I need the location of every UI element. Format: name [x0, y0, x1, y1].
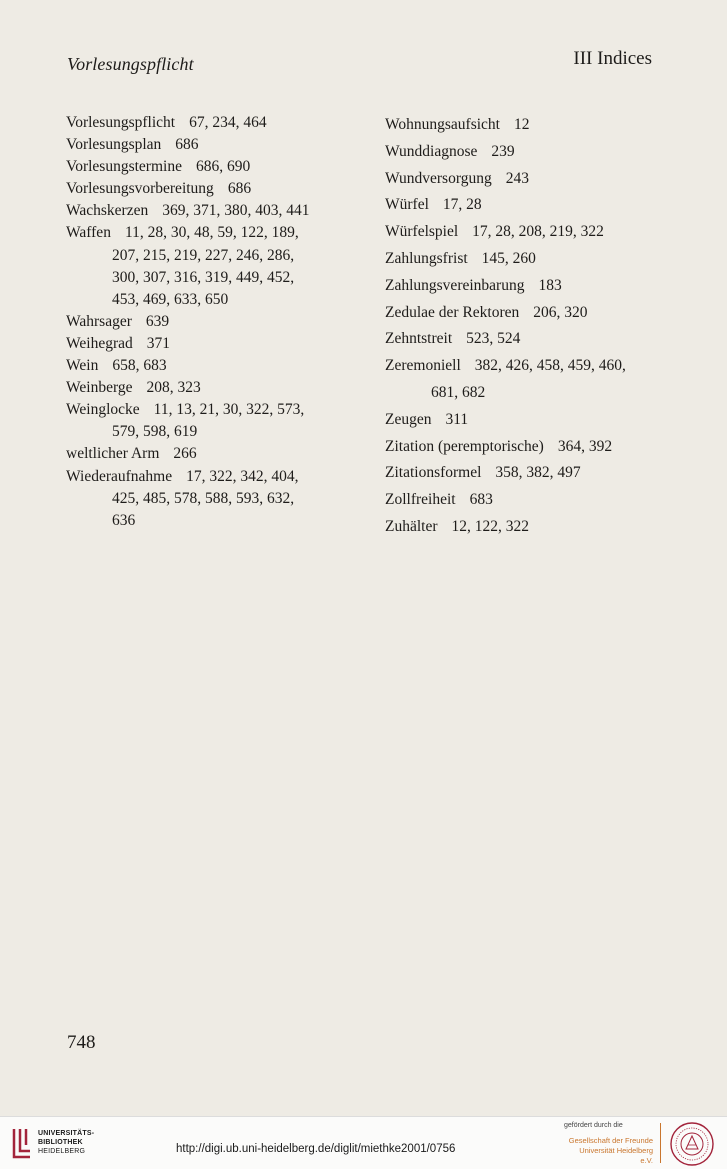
index-term: Würfel — [385, 196, 429, 214]
library-name — [38, 1129, 94, 1156]
digitization-footer — [0, 1116, 727, 1169]
index-pages-continued: 207, 215, 219, 227, 246, 286, — [112, 246, 295, 264]
index-pages: 686 — [227, 180, 252, 198]
index-pages-continued: 300, 307, 316, 319, 449, 452, — [112, 268, 295, 286]
index-term: Vorlesungspflicht — [66, 114, 176, 131]
index-entry — [385, 246, 685, 273]
index-pages: 686 — [175, 136, 199, 154]
index-term: weltlicher Arm — [66, 445, 160, 463]
index-pages: 369, 371, 380, 403, 441 — [162, 202, 310, 220]
index-term: Weinberge — [66, 379, 133, 397]
index-term: Wahrsager — [66, 312, 132, 330]
library-line-3: HEIDELBERG — [38, 1148, 86, 1155]
university-seal-icon — [669, 1121, 715, 1167]
index-term: Würfelspiel — [385, 223, 459, 241]
index-entry — [385, 166, 685, 193]
society-line-2: Universität Heidelberg e.V. — [579, 1146, 653, 1165]
index-term: Vorlesungstermine — [66, 158, 182, 176]
index-pages: 17, 28 — [442, 196, 482, 214]
index-pages: 12, 122, 322 — [451, 517, 530, 535]
index-entry — [66, 178, 366, 200]
index-term: Zeremoniell — [385, 357, 461, 375]
index-entry — [66, 222, 366, 310]
index-pages-continued: 681, 682 — [431, 383, 486, 401]
index-entry — [385, 112, 685, 139]
index-term: Wundversorgung — [385, 169, 492, 187]
index-term: Wein — [66, 357, 99, 375]
index-entry — [385, 300, 685, 327]
index-term: Zitationsformel — [385, 464, 482, 482]
index-term: Zahlungsvereinbarung — [385, 276, 525, 294]
footer-divider — [660, 1123, 661, 1163]
index-entry — [66, 466, 366, 532]
running-head-left: Vorlesungspflicht — [67, 54, 194, 74]
society-line-1: Gesellschaft der Freunde — [568, 1136, 653, 1145]
index-term: Vorlesungsplan — [66, 136, 162, 154]
index-pages: 183 — [538, 276, 562, 294]
index-term: Wachskerzen — [66, 202, 149, 220]
index-pages: 639 — [145, 312, 170, 330]
index-term: Zehntstreit — [385, 330, 453, 348]
page-number: 748 — [67, 1032, 96, 1053]
index-entry — [66, 333, 366, 355]
index-entry — [385, 434, 685, 461]
index-column-left — [66, 112, 366, 532]
index-term: Wiederaufnahme — [66, 467, 173, 485]
index-entry — [66, 311, 366, 333]
index-pages: 371 — [146, 334, 170, 352]
index-entry — [385, 487, 685, 514]
index-pages: 12 — [514, 116, 530, 133]
index-entry — [385, 273, 685, 300]
index-term: Vorlesungsvorbereitung — [66, 180, 214, 198]
index-term: Wunddiagnose — [385, 142, 478, 160]
index-term: Weihegrad — [66, 334, 133, 352]
index-entry — [66, 355, 366, 377]
index-pages: 358, 382, 497 — [495, 464, 581, 482]
index-entry — [66, 399, 366, 443]
index-pages: 17, 28, 208, 219, 322 — [472, 223, 604, 241]
index-entry — [385, 219, 685, 246]
index-term: Zuhälter — [385, 517, 438, 535]
index-entry — [385, 460, 685, 487]
library-line-2: BIBLIOTHEK — [38, 1139, 83, 1146]
index-entry — [385, 326, 685, 353]
index-pages: 266 — [173, 445, 197, 463]
index-pages-continued: 579, 598, 619 — [112, 423, 198, 441]
index-pages: 17, 322, 342, 404, — [186, 467, 299, 485]
index-term: Zeugen — [385, 410, 432, 428]
index-entry — [66, 443, 366, 465]
running-head-right: III Indices — [573, 48, 652, 69]
index-term: Wohnungsaufsicht — [385, 116, 500, 133]
index-entry — [385, 514, 685, 541]
index-entry — [66, 156, 366, 178]
index-pages: 11, 28, 30, 48, 59, 122, 189, — [124, 224, 299, 242]
ub-heidelberg-logo-icon — [10, 1127, 34, 1159]
index-pages: 206, 320 — [533, 303, 588, 321]
index-pages: 523, 524 — [466, 330, 521, 348]
index-pages: 239 — [491, 142, 515, 160]
index-pages: 11, 13, 21, 30, 322, 573, — [153, 401, 305, 419]
index-term: Weinglocke — [66, 401, 140, 419]
index-pages: 208, 323 — [146, 379, 201, 397]
index-entry — [385, 353, 685, 407]
index-pages-continued: 636 — [112, 511, 136, 529]
index-pages: 382, 426, 458, 459, 460, — [474, 357, 626, 375]
index-pages: 243 — [505, 169, 529, 187]
index-term: Zitation (peremptorische) — [385, 437, 544, 455]
index-term: Zedulae der Rektoren — [385, 303, 520, 321]
funded-by-label: gefördert durch die — [564, 1122, 623, 1129]
index-term: Zahlungsfrist — [385, 249, 468, 267]
index-column-right — [385, 112, 685, 541]
library-line-1: UNIVERSITÄTS- — [38, 1130, 95, 1137]
index-entry — [385, 407, 685, 434]
index-entry — [66, 200, 366, 222]
permalink-url[interactable]: http://digi.ub.uni-heidelberg.de/diglit/miethke2001/0756 — [176, 1143, 456, 1155]
society-name — [565, 1136, 653, 1166]
index-term: Zollfreiheit — [385, 491, 456, 509]
index-pages: 67, 234, 464 — [189, 114, 267, 131]
index-entry — [66, 377, 366, 399]
index-entry — [385, 139, 685, 166]
index-pages: 658, 683 — [112, 357, 167, 375]
index-pages: 683 — [469, 491, 493, 509]
index-pages: 145, 260 — [481, 249, 536, 267]
index-term: Waffen — [66, 224, 111, 242]
index-pages: 364, 392 — [557, 437, 613, 455]
index-pages-continued: 425, 485, 578, 588, 593, 632, — [112, 489, 295, 507]
index-pages: 686, 690 — [195, 158, 251, 176]
index-entry — [66, 134, 366, 156]
index-entry — [66, 112, 366, 134]
index-pages: 311 — [445, 410, 469, 428]
index-pages-continued: 453, 469, 633, 650 — [112, 290, 229, 308]
index-entry — [385, 192, 685, 219]
